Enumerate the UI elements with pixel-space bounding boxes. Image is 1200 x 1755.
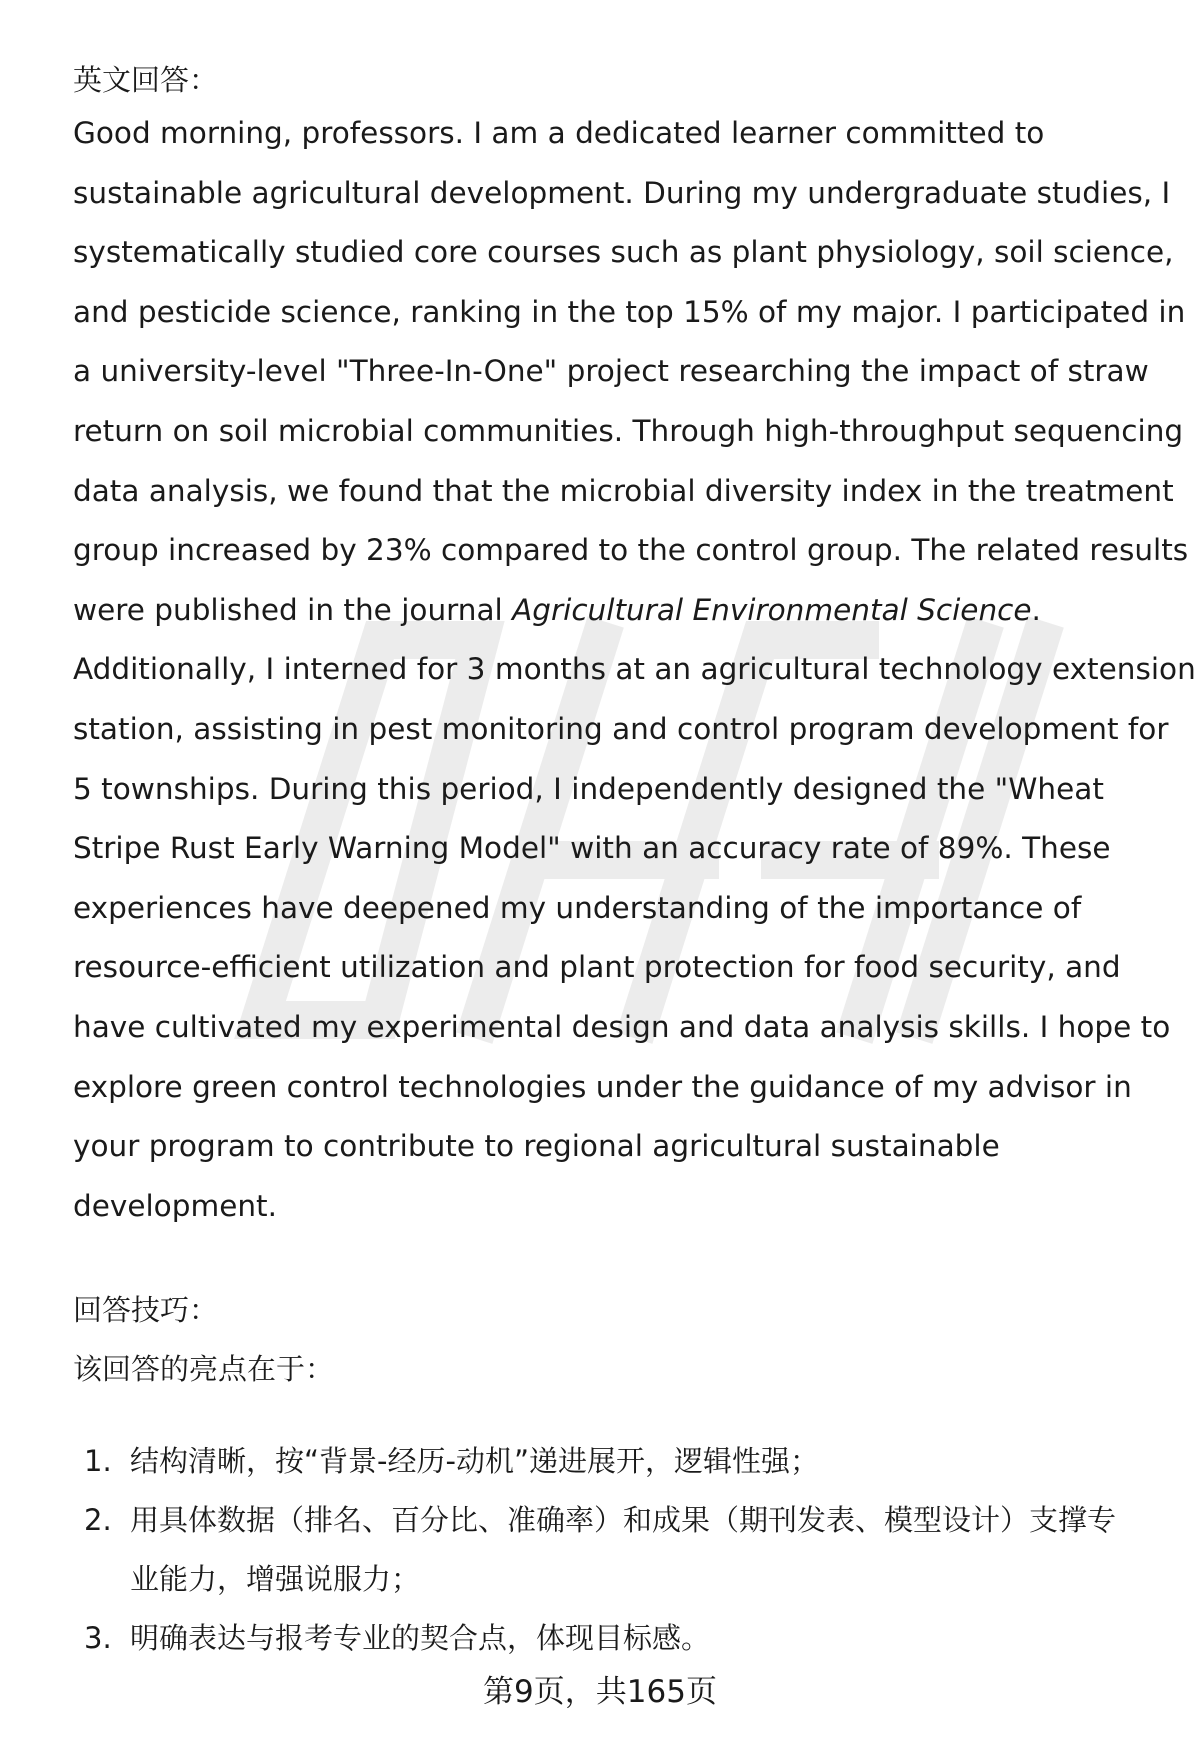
answer-line: Good morning, professors. I am a dedicated learner committed to bbox=[73, 116, 1045, 150]
list-number: 2. bbox=[84, 1503, 112, 1537]
list-item-text: 结构清晰，按“背景-经历-动机”递进展开，逻辑性强； bbox=[130, 1444, 819, 1478]
list-item-text: 明确表达与报考专业的契合点，体现目标感。 bbox=[130, 1621, 711, 1655]
answer-line: a university-level "Three-In-One" project researching the impact of straw bbox=[73, 354, 1149, 389]
answer-line: sustainable agricultural development. During my undergraduate studies, I bbox=[73, 175, 1171, 210]
highlights-heading: 该回答的亮点在于： bbox=[73, 1352, 335, 1386]
answer-line: Additionally, I interned for 3 months at an agricultural technology extension bbox=[73, 652, 1196, 687]
answer-line: experiences have deepened my understanding of the importance of bbox=[73, 890, 1082, 925]
journal-suffix: . bbox=[1031, 592, 1041, 627]
answer-line: Stripe Rust Early Warning Model" with an accuracy rate of 89%. These bbox=[73, 831, 1111, 866]
answer-line: resource-efficient utilization and plant protection for food security, and bbox=[73, 950, 1121, 985]
journal-name: Agricultural Environmental Science bbox=[512, 592, 1032, 627]
list-item-text: 用具体数据（排名、百分比、准确率）和成果（期刊发表、模型设计）支撑专 bbox=[130, 1503, 1117, 1537]
page-number-footer: 第9页，共165页 bbox=[483, 1674, 717, 1710]
answer-line: return on soil microbial communities. Through high-throughput sequencing bbox=[73, 413, 1184, 448]
answer-line: group increased by 23% compared to the control group. The related results bbox=[73, 533, 1189, 568]
answer-line: explore green control technologies under the guidance of my advisor in bbox=[73, 1069, 1132, 1104]
list-number: 1. bbox=[84, 1444, 112, 1478]
answer-line: have cultivated my experimental design and data analysis skills. I hope to bbox=[73, 1009, 1171, 1044]
list-item-text: 业能力，增强说服力； bbox=[130, 1562, 421, 1596]
answer-line-journal bbox=[73, 581, 1163, 641]
answer-line: data analysis, we found that the microbial diversity index in the treatment bbox=[73, 473, 1174, 508]
tips-list bbox=[84, 1432, 1164, 1668]
list-item bbox=[84, 1491, 1164, 1609]
answer-line: station, assisting in pest monitoring and control program development for bbox=[73, 711, 1169, 746]
answer-line-prefix: were published in the journal bbox=[73, 592, 513, 627]
answer-line: development. bbox=[73, 1188, 277, 1223]
english-answer-paragraph bbox=[73, 104, 1196, 1236]
answer-line: and pesticide science, ranking in the top 15% of my major. I participated in bbox=[73, 294, 1186, 329]
list-number: 3. bbox=[84, 1621, 112, 1655]
answer-line: systematically studied core courses such as plant physiology, soil science, bbox=[73, 235, 1174, 270]
answer-line: 5 townships. During this period, I independently designed the "Wheat bbox=[73, 771, 1104, 806]
list-item bbox=[84, 1609, 1164, 1668]
english-answer-heading: 英文回答： bbox=[73, 63, 219, 97]
answer-line: your program to contribute to regional agricultural sustainable bbox=[73, 1129, 1000, 1164]
list-item bbox=[84, 1432, 1164, 1491]
answer-tips-heading: 回答技巧： bbox=[73, 1293, 219, 1327]
